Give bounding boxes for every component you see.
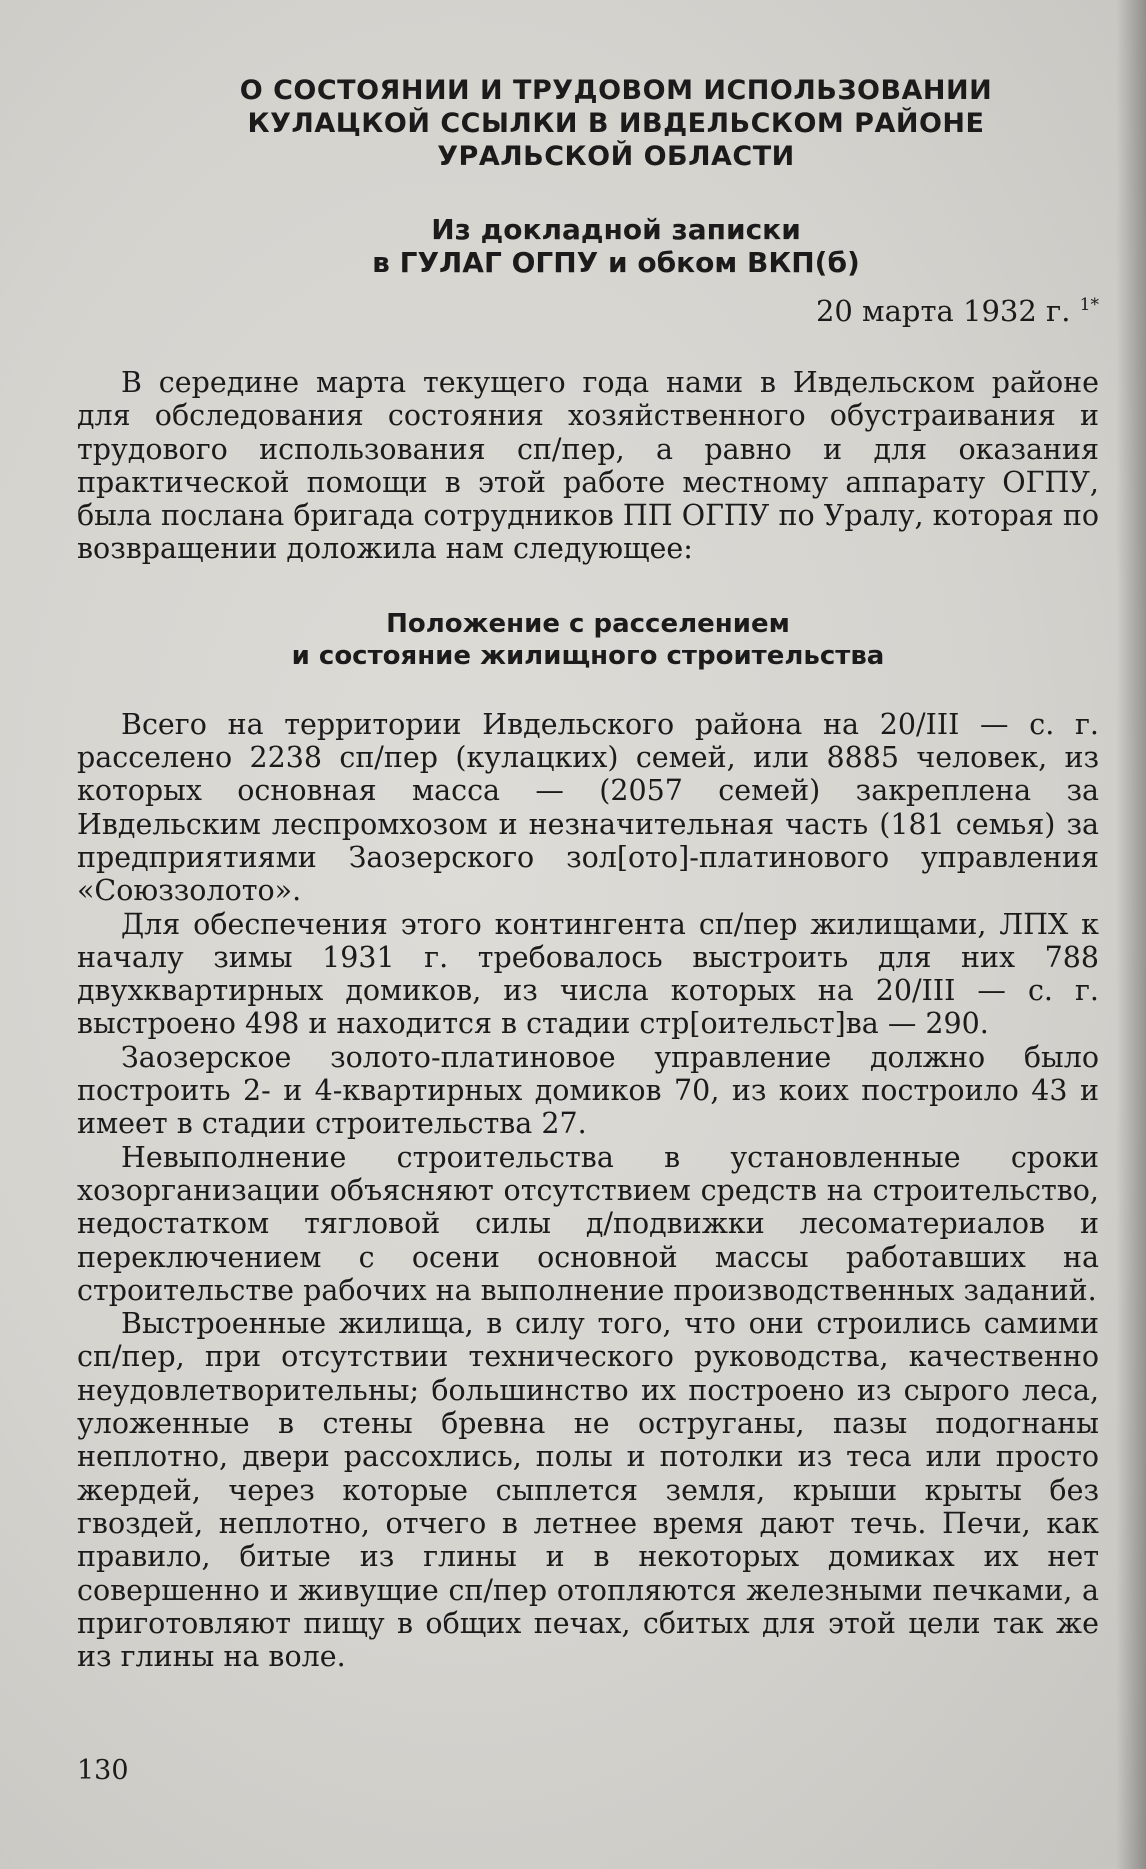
subtitle-line: Из докладной записки — [431, 213, 801, 246]
page-edge-shadow — [1116, 0, 1146, 1869]
body-paragraph: Для обеспечения этого контингента сп/пер жилищами, ЛПХ к началу зимы 1931 г. требовалось выстроить для них 788 двухквартирных домиков, из числа которых на 20/III — с. г. выстроено 498 и находится в стадии стр[оительст]ва — 290. — [77, 907, 1099, 1041]
body-paragraph: Всего на территории Ивдельского района на 20/III — с. г. расселено 2238 сп/пер (кулацких) семей, или 8885 человек, из которых основная масса — (2057 семей) закреплена за Ивдельским леспромхозом и незначительная часть (181 семья) за предприятиями Заозерского зол[ото]-платинового управления «Союззолото». — [77, 707, 1099, 908]
document-date: 20 марта 1932 г. — [815, 294, 1071, 328]
page-number: 130 — [77, 1755, 129, 1786]
title-line: КУЛАЦКОЙ ССЫЛКИ В ИВДЕЛЬСКОМ РАЙОНЕ — [247, 108, 985, 139]
section-heading — [77, 608, 1099, 672]
page-content — [77, 74, 1099, 1673]
body-paragraph: Невыполнение строительства в установленные сроки хозорганизации объясняют отсутствием средств на строительство, недостатком тягловой силы д/подвижки лесоматериалов и переключением с осени основной массы работавших на строительстве рабочих на выполнение производственных заданий. — [77, 1140, 1099, 1307]
title-line: УРАЛЬСКОЙ ОБЛАСТИ — [437, 141, 795, 172]
title-line: О СОСТОЯНИИ И ТРУДОВОМ ИСПОЛЬЗОВАНИИ — [239, 75, 993, 106]
document-title — [133, 74, 1099, 173]
section-heading-line: и состояние жилищного строительства — [291, 640, 885, 671]
footnote-mark: 1* — [1079, 295, 1099, 315]
intro-paragraph: В середине марта текущего года нами в Ивдельском районе для обследования состояния хозяйственного обустраивания и трудового использования сп/пер, а равно и для оказания практической помощи в этой работе местному аппарату ОГПУ, была послана бригада сотрудников ПП ОГПУ по Уралу, которая по возвращении доложила нам следующее: — [77, 366, 1099, 566]
document-subtitle — [133, 213, 1099, 279]
body-paragraph: Выстроенные жилища, в силу того, что они строились самими сп/пер, при отсутствии технического руководства, качественно неудовлетворительны; большинство их построено из сырого леса, уложенные в стены бревна не оструганы, пазы подогнаны неплотно, двери рассохлись, полы и потолки из теса или просто жердей, через которые сыплется земля, крыши крыты без гвоздей, неплотно, отчего в летнее время дают течь. Печи, как правило, битые из глины и в некоторых домиках их нет совершенно и живущие сп/пер отопляются железными печками, а приготовляют пищу в общих печах, сбитых для этой цели так же из глины на воле. — [77, 1307, 1099, 1674]
document-date-line — [77, 288, 1099, 328]
body-paragraph: Заозерское золото-платиновое управление должно было построить 2- и 4-квартирных домиков 70, из коих построило 43 и имеет в стадии строительства 27. — [77, 1040, 1099, 1141]
section-heading-line: Положение с расселением — [386, 608, 790, 639]
subtitle-line: в ГУЛАГ ОГПУ и обком ВКП(б) — [372, 246, 860, 279]
